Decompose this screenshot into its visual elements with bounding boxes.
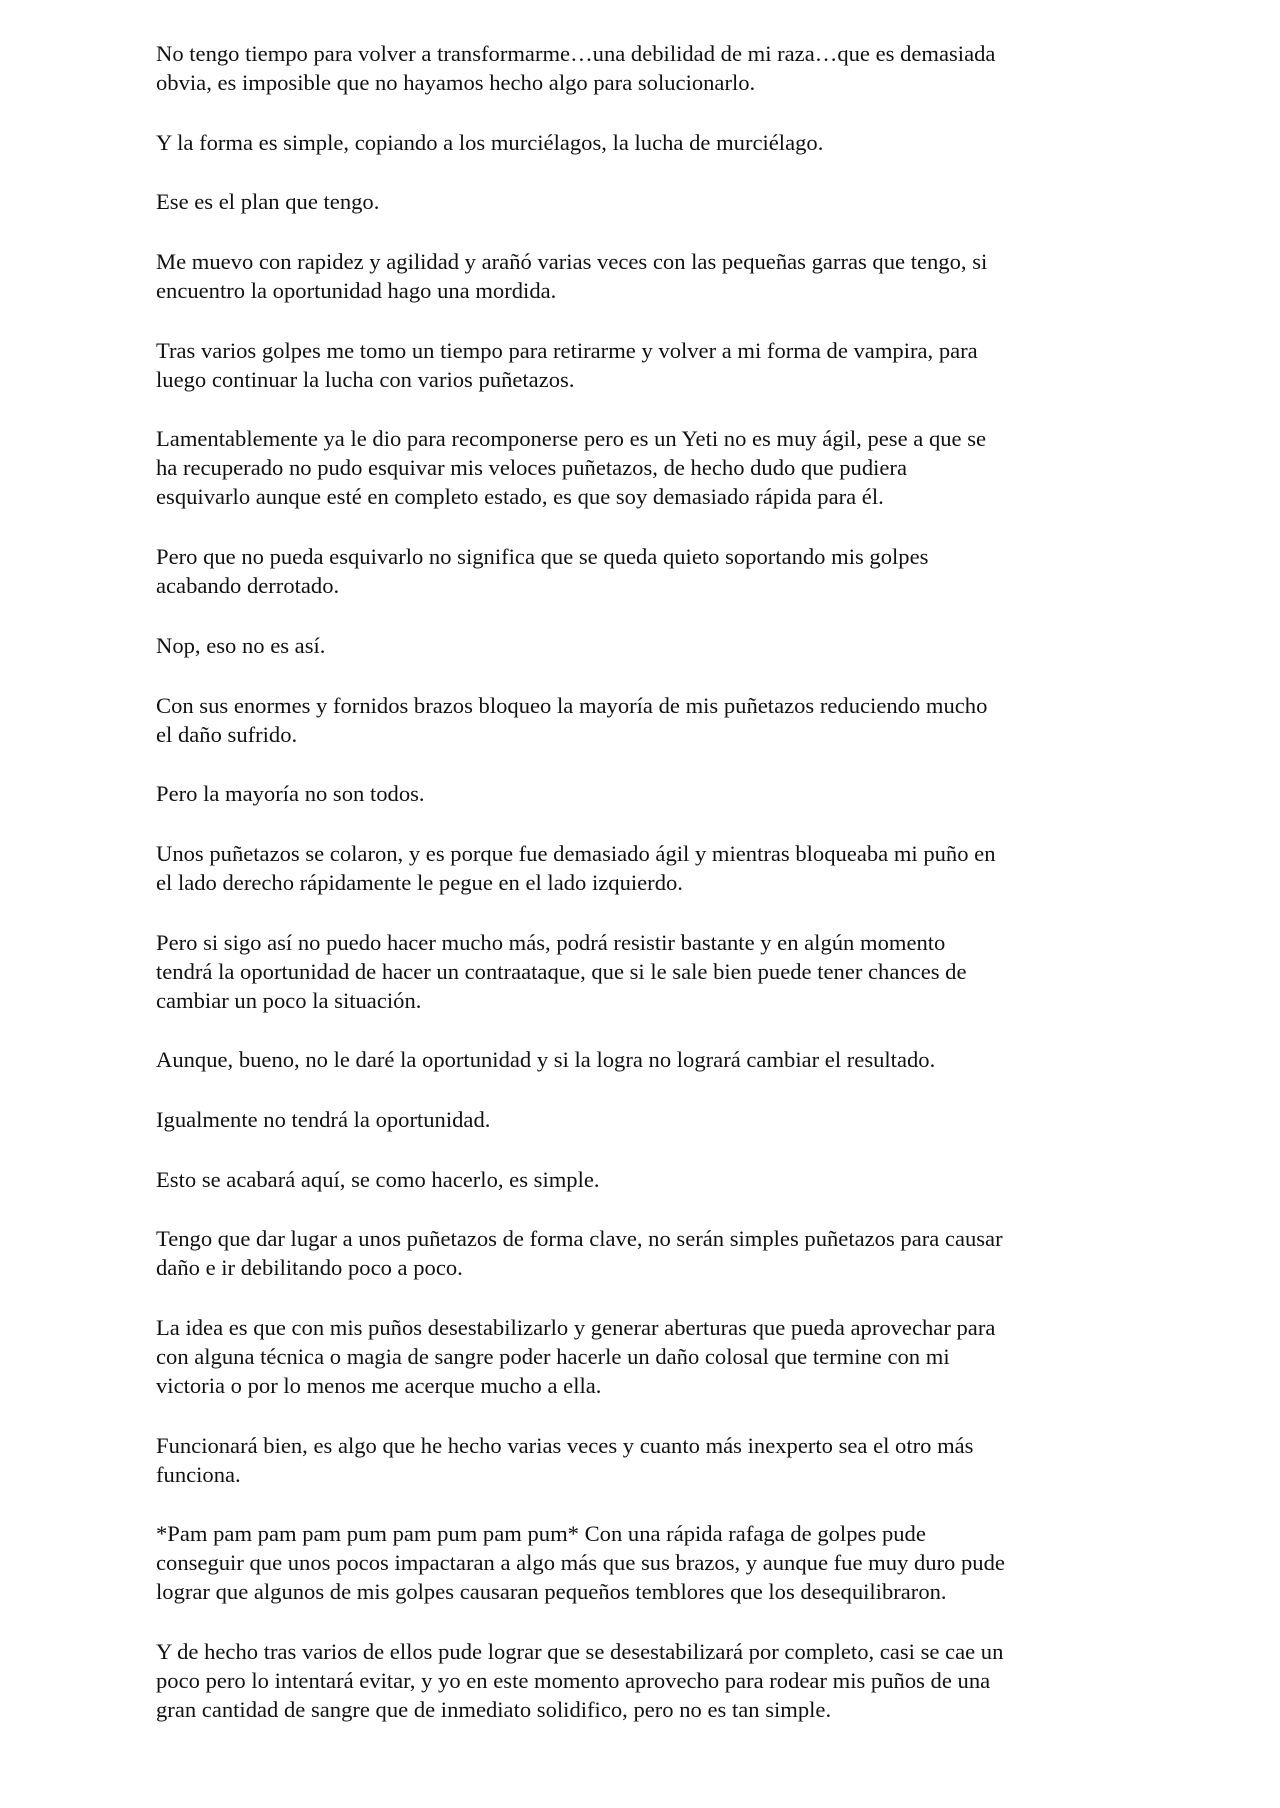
text-line: Aunque, bueno, no le daré la oportunidad y si la logra no logrará cambiar el resultado. bbox=[156, 1047, 936, 1073]
text-line: Lamentablemente ya le dio para recomponerse pero es un Yeti no es muy ágil, pese a que se bbox=[156, 426, 987, 452]
text-line: Y la forma es simple, copiando a los murciélagos, la lucha de murciélago. bbox=[156, 129, 824, 155]
text-line: *Pam pam pam pam pum pam pum pam pum* Con una rápida rafaga de golpes pude bbox=[156, 1521, 926, 1547]
text-line: conseguir que unos pocos impactaran a algo más que sus brazos, y aunque fue muy duro pude bbox=[156, 1550, 1005, 1576]
text-line: luego continuar la lucha con varios puñetazos. bbox=[156, 366, 575, 392]
text-line: obvia, es imposible que no hayamos hecho algo para solucionarlo. bbox=[156, 70, 756, 95]
paragraph bbox=[156, 1165, 1156, 1194]
paragraph bbox=[156, 247, 1156, 305]
text-line: daño e ir debilitando poco a poco. bbox=[156, 1255, 463, 1281]
paragraph bbox=[156, 128, 1156, 157]
paragraph bbox=[156, 1313, 1156, 1400]
text-line: La idea es que con mis puños desestabilizarlo y generar aberturas que pueda aprovechar para bbox=[156, 1315, 996, 1340]
paragraph bbox=[156, 779, 1156, 808]
paragraph bbox=[156, 1637, 1156, 1724]
paragraph bbox=[156, 1431, 1156, 1489]
paragraph bbox=[156, 39, 1156, 97]
paragraph bbox=[156, 691, 1156, 749]
text-line: Tras varios golpes me tomo un tiempo para retirarme y volver a mi forma de vampira, para bbox=[156, 337, 978, 363]
paragraph bbox=[156, 542, 1156, 600]
paragraph bbox=[156, 1519, 1156, 1606]
text-line: ha recuperado no pudo esquivar mis veloces puñetazos, de hecho dudo que pudiera bbox=[156, 455, 907, 481]
text-line: poco pero lo intentará evitar, y yo en este momento aprovecho para rodear mis puños de una bbox=[156, 1668, 991, 1694]
text-line: Unos puñetazos se colaron, y es porque fue demasiado ágil y mientras bloqueaba mi puño en bbox=[156, 840, 996, 866]
paragraph bbox=[156, 336, 1156, 394]
text-line: Me muevo con rapidez y agilidad y arañó varias veces con las pequeñas garras que tengo, si bbox=[156, 249, 988, 275]
text-line: victoria o por lo menos me acerque mucho a ella. bbox=[156, 1373, 602, 1398]
text-line: Con sus enormes y fornidos brazos bloqueo la mayoría de mis puñetazos reduciendo mucho bbox=[156, 692, 988, 718]
text-line: el daño sufrido. bbox=[156, 721, 298, 747]
text-line: acabando derrotado. bbox=[156, 573, 340, 599]
paragraph bbox=[156, 631, 1156, 660]
text-line: Funcionará bien, es algo que he hecho varias veces y cuanto más inexperto sea el otro más bbox=[156, 1432, 974, 1458]
paragraph bbox=[156, 1105, 1156, 1134]
paragraph bbox=[156, 187, 1156, 216]
document-page bbox=[156, 39, 1156, 1755]
text-line: el lado derecho rápidamente le pegue en el lado izquierdo. bbox=[156, 869, 683, 895]
text-line: Tengo que dar lugar a unos puñetazos de forma clave, no serán simples puñetazos para causar bbox=[156, 1226, 1003, 1252]
paragraph bbox=[156, 424, 1156, 511]
text-line: Nop, eso no es así. bbox=[156, 632, 326, 658]
text-line: esquivarlo aunque esté en completo estado, es que soy demasiado rápida para él. bbox=[156, 484, 884, 510]
text-line: No tengo tiempo para volver a transformarme…una debilidad de mi raza…que es demasiada bbox=[156, 41, 996, 66]
text-line: Igualmente no tendrá la oportunidad. bbox=[156, 1106, 491, 1132]
text-line: Ese es el plan que tengo. bbox=[156, 189, 380, 215]
text-line: Esto se acabará aquí, se como hacerlo, es simple. bbox=[156, 1166, 600, 1192]
paragraph bbox=[156, 928, 1156, 1015]
text-line: funciona. bbox=[156, 1461, 241, 1487]
text-line: con alguna técnica o magia de sangre poder hacerle un daño colosal que termine con mi bbox=[156, 1344, 950, 1369]
text-line: tendrá la oportunidad de hacer un contraataque, que si le sale bien puede tener chances de bbox=[156, 958, 967, 984]
paragraph bbox=[156, 839, 1156, 897]
text-line: lograr que algunos de mis golpes causaran pequeños temblores que los desequilibraron. bbox=[156, 1579, 947, 1605]
text-line: Pero que no pueda esquivarlo no significa que se queda quieto soportando mis golpes bbox=[156, 544, 929, 570]
paragraph bbox=[156, 1045, 1156, 1074]
paragraph bbox=[156, 1224, 1156, 1282]
text-line: Y de hecho tras varios de ellos pude lograr que se desestabilizará por completo, casi se cae un bbox=[156, 1639, 1004, 1665]
text-line: Pero la mayoría no son todos. bbox=[156, 781, 425, 807]
text-line: gran cantidad de sangre que de inmediato solidifico, pero no es tan simple. bbox=[156, 1697, 832, 1723]
text-line: Pero si sigo así no puedo hacer mucho más, podrá resistir bastante y en algún momento bbox=[156, 929, 946, 955]
text-line: encuentro la oportunidad hago una mordida. bbox=[156, 278, 557, 304]
text-line: cambiar un poco la situación. bbox=[156, 987, 422, 1013]
